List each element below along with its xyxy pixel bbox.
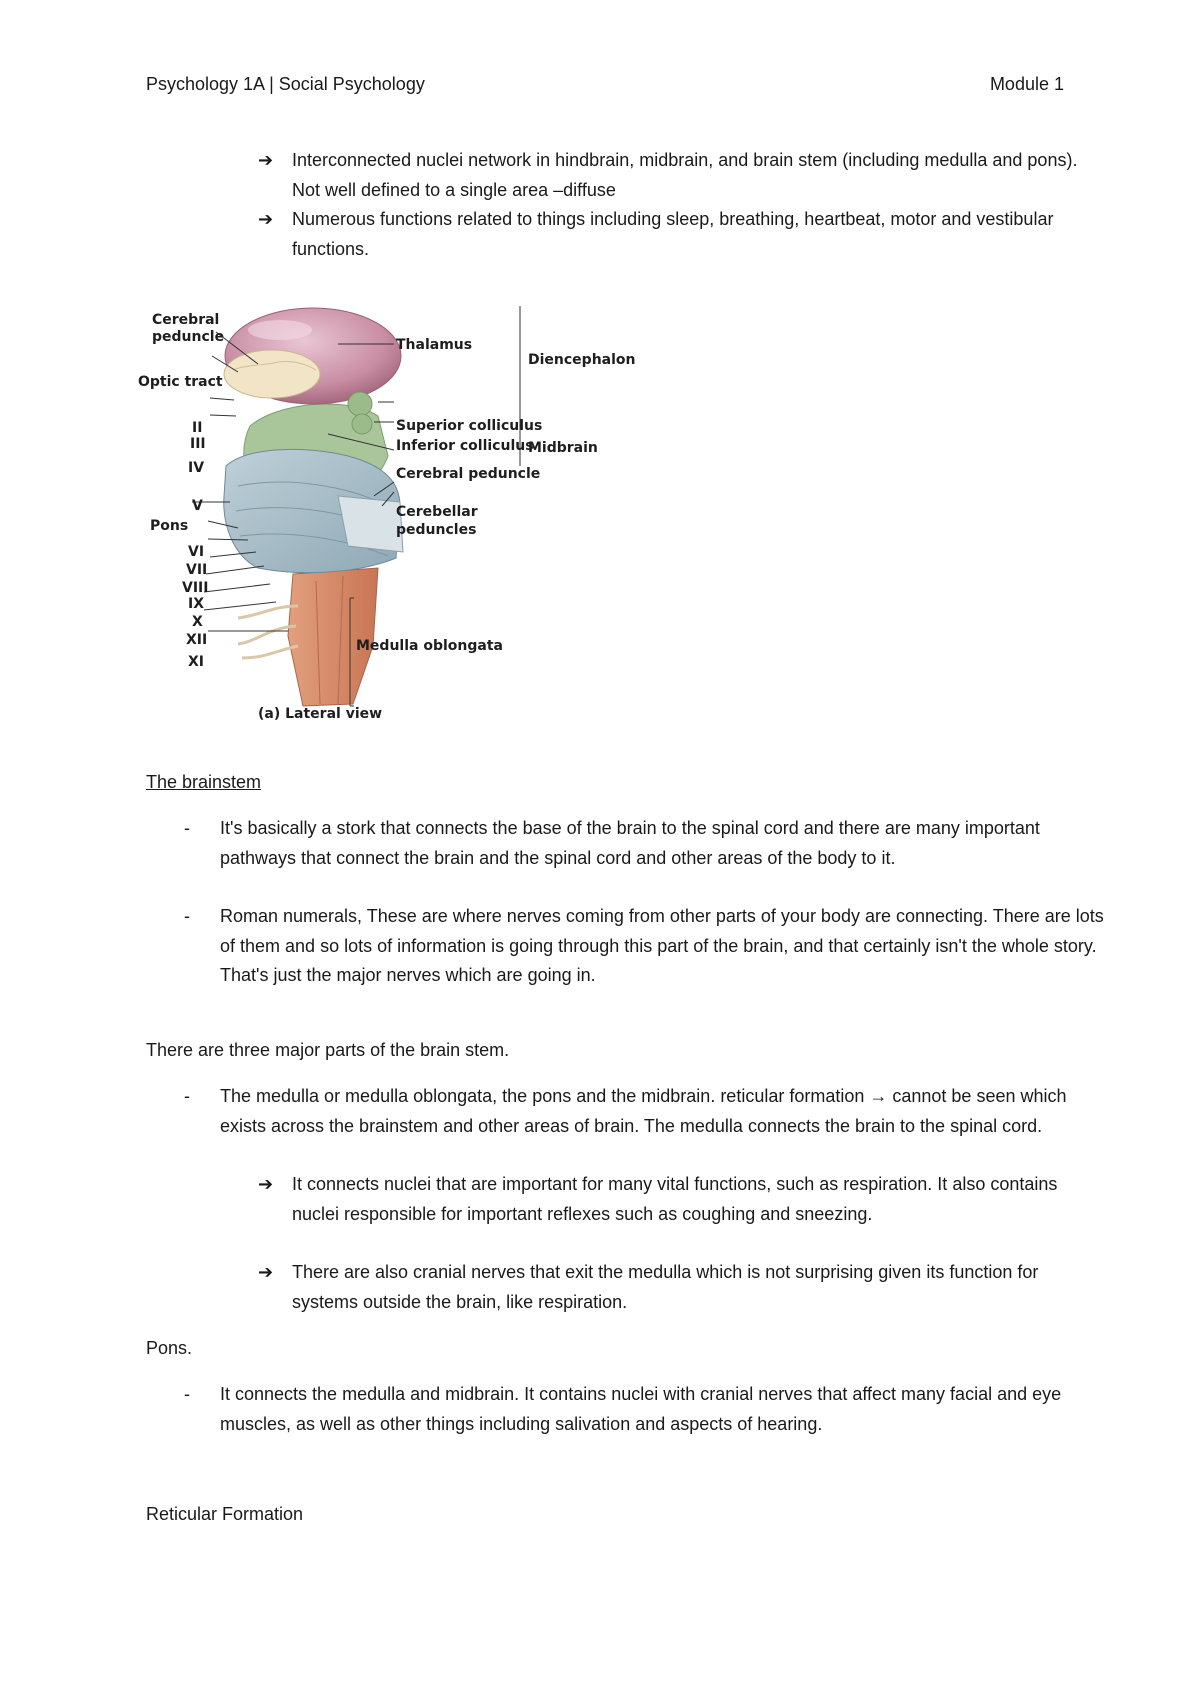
brainstem-item-1-text: It's basically a stork that connects the base of the brain to the spinal cord and there are many important pathways that connect the brain and the spinal cord and other areas of the body to it. xyxy=(220,818,1040,868)
medulla-subitem-1 xyxy=(258,1170,1092,1229)
heading-the-brainstem: The brainstem xyxy=(146,772,262,792)
cranial-nerve-label-ix: IX xyxy=(188,596,205,612)
dash-marker: - xyxy=(184,906,190,926)
cranial-nerve-label-iii: III xyxy=(190,436,206,452)
label-inferior-colliculus: Inferior colliculus xyxy=(396,438,534,454)
cranial-nerve-label-vii: VII xyxy=(186,562,208,578)
label-cerebellar-2: peduncles xyxy=(396,522,477,538)
brainstem-item-2-text: Roman numerals, These are where nerves coming from other parts of your body are connecting. There are lots of them and so lots of information is going through this part of the brain, and that certainly isn't the whole story. That's just the major nerves which are going in. xyxy=(220,906,1104,985)
medulla-subitem-2 xyxy=(258,1258,1092,1317)
top-bullet-1 xyxy=(258,146,1092,205)
brainstem-item-1 xyxy=(184,814,1106,873)
heading-reticular-formation: Reticular Formation xyxy=(146,1504,304,1524)
medulla-item-text-b: cannot be seen which exists across the brainstem and other areas of brain. The medulla connects the brain to the spinal cord. xyxy=(220,1086,1067,1136)
header-course-title: Psychology 1A | Social Psychology xyxy=(146,74,425,94)
label-cerebral-peduncle-right: Cerebral peduncle xyxy=(396,466,541,482)
label-pons: Pons xyxy=(150,518,189,534)
arrow-icon: ➔ xyxy=(258,1174,274,1194)
label-diencephalon: Diencephalon xyxy=(528,352,636,368)
brainstem-item-2 xyxy=(184,902,1106,991)
label-superior-colliculus: Superior colliculus xyxy=(396,418,543,434)
right-arrow-icon: → xyxy=(869,1086,888,1106)
dash-marker: - xyxy=(184,1384,190,1404)
three-major-parts-text: There are three major parts of the brain stem. xyxy=(146,1040,510,1060)
top-bullet-2-text: Numerous functions related to things including sleep, breathing, heartbeat, motor and vestibular functions. xyxy=(292,209,1054,259)
dash-marker: - xyxy=(184,818,190,838)
cranial-nerve-labels xyxy=(182,420,208,670)
label-cerebellar-1: Cerebellar xyxy=(396,504,478,520)
header-module: Module 1 xyxy=(989,74,1064,94)
label-midbrain: Midbrain xyxy=(528,440,598,456)
optic-tract-shape xyxy=(224,350,320,398)
label-thalamus: Thalamus xyxy=(396,337,473,353)
cranial-nerve-label-v: V xyxy=(192,498,203,514)
brainstem-illustration xyxy=(138,306,698,736)
arrow-icon: ➔ xyxy=(258,209,274,229)
label-optic-tract: Optic tract xyxy=(138,374,223,390)
medulla-subitem-1-text: It connects nuclei that are important for many vital functions, such as respiration. It also contains nuclei responsible for important reflexes such as coughing and sneezing. xyxy=(292,1174,1058,1224)
top-bullet-2 xyxy=(258,205,1092,264)
heading-pons: Pons. xyxy=(146,1338,193,1358)
cranial-nerve-label-viii: VIII xyxy=(182,580,209,596)
page-header xyxy=(146,74,1064,98)
dash-marker: - xyxy=(184,1086,190,1106)
medulla-subitem-2-text: There are also cranial nerves that exit the medulla which is not surprising given its function for systems outside the brain, like respiration. xyxy=(292,1262,1039,1312)
cranial-nerve-label-iv: IV xyxy=(188,460,205,476)
arrow-icon: ➔ xyxy=(258,1262,274,1282)
pons-item-text: It connects the medulla and midbrain. It contains nuclei with cranial nerves that affect many facial and eye muscles, as well as other things including salivation and aspects of hearing. xyxy=(220,1384,1062,1434)
label-medulla-oblongata: Medulla oblongata xyxy=(356,638,503,654)
cranial-nerve-label-ii: II xyxy=(192,420,203,436)
cranial-nerve-label-x: X xyxy=(192,614,203,630)
cranial-nerve-label-vi: VI xyxy=(188,544,205,560)
figure-caption: (a) Lateral view xyxy=(258,706,383,722)
cranial-nerve-label-xii: XII xyxy=(186,632,208,648)
pons-item xyxy=(184,1380,1106,1439)
medulla-shape xyxy=(288,568,378,706)
top-bullet-1-text: Interconnected nuclei network in hindbrain, midbrain, and brain stem (including medulla and pons). Not well defined to a single area –diffuse xyxy=(292,150,1078,200)
label-cerebral-peduncle-2: peduncle xyxy=(152,329,225,345)
brainstem-lateral-view-figure xyxy=(138,306,698,736)
label-cerebral-peduncle-1: Cerebral xyxy=(152,312,220,328)
cranial-nerve-label-xi: XI xyxy=(188,654,205,670)
arrow-icon: ➔ xyxy=(258,150,274,170)
medulla-item-text-a: The medulla or medulla oblongata, the pons and the midbrain. reticular formation xyxy=(220,1086,870,1106)
medulla-item xyxy=(184,1082,1106,1141)
